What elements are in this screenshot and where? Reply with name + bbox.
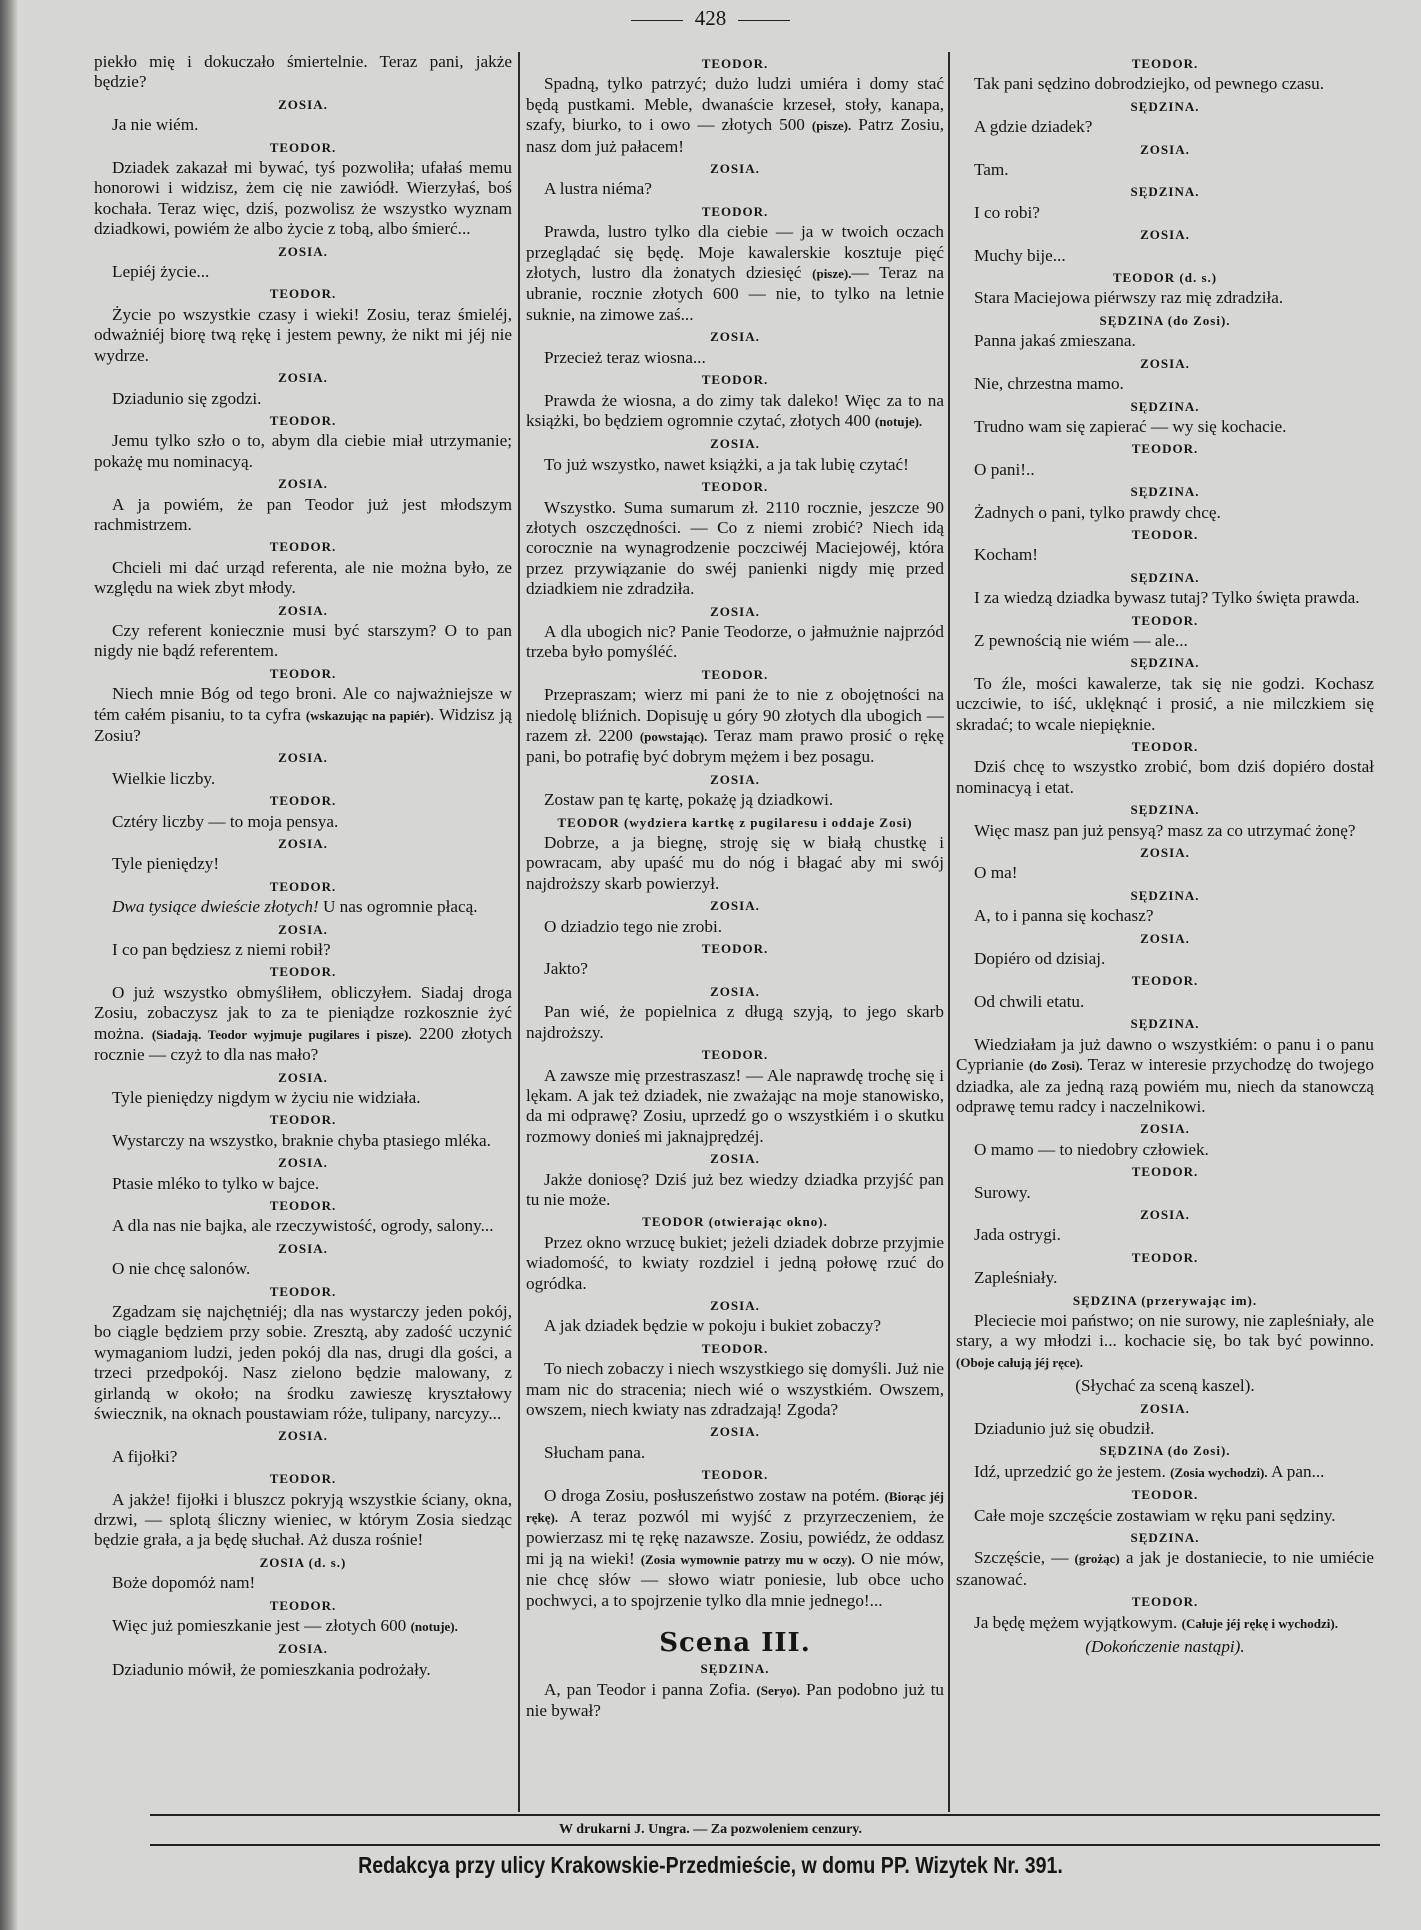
speaker-name: SĘDZINA. <box>1130 655 1200 671</box>
speaker-name: ZOSIA. <box>278 602 328 618</box>
speaker-name: TEODOR. <box>269 539 337 555</box>
dialogue-line <box>94 940 512 960</box>
text-run: Zgadzam się najchętniéj; dla nas wystarczy jeden pokój, bo ciągle będziem przy sobie. Zresztą, aby zadość uczynić wymaganiom ludzi, jeden pokój dla nas, drugi dla gości, a trzeci przedpokój. Nasz zielono będzie malowany, z girlandą w około; na środku zawieszę kryształowy świecznik, na oknach poustawiam róże, tulipany, narcyzy... <box>94 1301 512 1423</box>
speaker-name: TEODOR. <box>1131 973 1199 989</box>
text-run: O już wszystko obmyśliłem, obliczyłem. Siadaj droga Zosiu, zobaczysz jak to za te pieniądze rozkosznie żyć można. <box>94 982 512 1043</box>
dialogue-line <box>526 1233 944 1294</box>
speaker-name: TEODOR. <box>701 56 769 71</box>
dash-rule <box>738 20 790 21</box>
text-run: Pan wié, że popielnica z długą szyją, to jego skarb najdroższy. <box>526 1002 944 1042</box>
dialogue-line <box>94 305 512 366</box>
printer-note: W drukarni J. Ungra. — Za pozwoleniem cenzury. <box>558 1822 863 1837</box>
dialogue-line <box>94 1573 512 1593</box>
dialogue-line <box>956 545 1374 565</box>
speaker-name: TEODOR. <box>1131 1594 1199 1610</box>
dialogue-line <box>956 331 1374 351</box>
dialogue-line <box>526 1066 944 1148</box>
text-run: To niech zobaczy i niech wszystkiego się domyśli. Już nie mam nic do stracenia; niech wié o wszystkiém. Owszem, owszem, niech kwiaty nas zdradzają! Zgoda? <box>526 1359 944 1419</box>
text-run: Jemu tylko szło o to, abym dla ciebie miał utrzymanie; pokażę mu nominacyą. <box>94 431 512 471</box>
text-run: A jak dziadek będzie w pokoju i bukiet zobaczy? <box>544 1316 881 1336</box>
speaker-name: ZOSIA. <box>1140 1121 1190 1137</box>
text-run: Od chwili etatu. <box>974 991 1085 1011</box>
stage-direction: (notuje). <box>410 1619 458 1635</box>
text-run: A fijołki? <box>112 1446 178 1466</box>
dialogue-line <box>956 1311 1374 1373</box>
text-run: . Widzisz ją Zosiu? <box>94 704 513 745</box>
dialogue-line <box>94 812 512 832</box>
text-run: A dla nas nie bajka, ale rzeczywistość, ogrody, salony... <box>112 1216 494 1236</box>
speaker-name: TEODOR. <box>1131 1164 1199 1180</box>
speaker-name: ZOSIA. <box>710 1297 760 1313</box>
stage-direction: (pisze). <box>812 266 852 282</box>
text-run: Przecież teraz wiosna... <box>544 347 706 367</box>
speaker-name: ZOSIA. <box>278 1428 328 1444</box>
speaker-name: ZOSIA. <box>278 243 328 259</box>
speaker-name: ZOSIA. <box>278 476 328 492</box>
column-divider <box>518 52 520 1812</box>
dialogue-line <box>94 1131 512 1151</box>
speaker-name: ZOSIA. <box>710 161 760 177</box>
scene-heading: Scena III. <box>659 1628 811 1659</box>
text-run: Kocham! <box>974 545 1038 565</box>
stage-direction: (Siadają. Teodor wyjmuje pugilares i pisze). <box>151 1026 412 1042</box>
speaker-name: TEODOR. <box>1131 526 1199 542</box>
text-run: I co robi? <box>974 202 1040 222</box>
speaker-name: TEODOR. <box>701 941 769 957</box>
speaker-name: ZOSIA. <box>278 1069 328 1085</box>
speaker-name: TEODOR. <box>269 1112 337 1128</box>
speaker-name: ZOSIA. <box>710 1424 760 1440</box>
text-run: A zawsze mię przestraszasz! — Ale naprawdę trochę się i lękam. A jak też dziadek, nie zważając na moje stanowisko, da mi odprawę? Zosiu, uprzedź go o wszystkiém i o skutku rozmowy donieś mi jaknajprędzéj. <box>526 1065 944 1146</box>
dialogue-line <box>956 1462 1374 1483</box>
column-2 <box>526 52 944 1722</box>
dialogue-line <box>94 52 512 93</box>
speaker-name: SĘDZINA. <box>1130 484 1200 500</box>
dialogue-line <box>94 684 512 746</box>
dialogue-line <box>94 1259 512 1279</box>
page-number <box>0 6 1421 31</box>
text-run: Dziś chcę to wszystko zrobić, bom dziś dopiéro dostał nominacyą i etat. <box>956 757 1374 797</box>
text-run: A, pan Teodor i panna Zofia. <box>544 1679 757 1699</box>
text-run: Surowy. <box>974 1182 1031 1202</box>
speaker-name: TEODOR. <box>1131 56 1199 71</box>
stage-direction: (Zosia wymownie patrzy mu w oczy). <box>640 1551 856 1567</box>
speaker-name: TEODOR. <box>701 203 769 219</box>
text-run: Szczęście, — <box>974 1548 1075 1568</box>
editorial-address: Redakcya przy ulicy Krakowskie-Przedmieście, w domu PP. Wizytek Nr. 391. <box>358 1852 1063 1878</box>
stage-direction: (notuje). <box>874 413 923 429</box>
stage-direction: (Seryo). <box>756 1682 801 1698</box>
dialogue-line <box>94 983 512 1066</box>
speaker-name: ZOSIA. <box>1140 1400 1190 1416</box>
dialogue-line <box>526 1316 944 1336</box>
speaker-name: ZOSIA. <box>278 370 328 386</box>
dialogue-line <box>94 1302 512 1424</box>
text-run: Dopiéro od dzisiaj. <box>974 949 1106 969</box>
speaker-name: ZOSIA. <box>710 1151 760 1167</box>
speaker-name: ZOSIA. <box>1140 141 1190 157</box>
text-run: Tyle pieniędzy! <box>112 854 220 874</box>
text-run: U nas ogromnie płacą. <box>318 897 478 917</box>
dialogue-line <box>94 389 512 409</box>
text-run: O mamo — to niedobry człowiek. <box>974 1139 1209 1159</box>
speaker-name: ZOSIA. <box>278 1155 328 1171</box>
text-run: Jakto? <box>544 959 588 979</box>
text-run: Z pewnością nie wiém — ale... <box>974 630 1188 650</box>
text-run: O pani!.. <box>974 459 1035 479</box>
speaker-name: ZOSIA. <box>1140 227 1190 243</box>
dialogue-line <box>956 949 1374 969</box>
speaker-name: ZOSIA. <box>278 836 328 852</box>
dialogue-line <box>956 863 1374 883</box>
dialogue-line <box>94 854 512 874</box>
dialogue-line <box>956 1506 1374 1526</box>
stage-direction: (Słychać za sceną kaszel). <box>1075 1376 1255 1396</box>
speaker-name: TEODOR. <box>269 1597 337 1613</box>
text-run: — Teraz na ubranie, rocznie złotych 600 — nie, to tylko na letnie suknie, na zimowe zaś... <box>526 263 944 324</box>
dialogue-line <box>94 897 512 917</box>
column-divider <box>948 52 950 1812</box>
speaker-name: TEODOR. <box>269 1197 337 1213</box>
text-run: Tyle pieniędzy nigdym w życiu nie widziała. <box>112 1087 421 1107</box>
dialogue-line <box>526 74 944 157</box>
dialogue-line <box>526 348 944 368</box>
speaker-name: ZOSIA. <box>278 1240 328 1256</box>
text-run: Ptasie mléko to tylko w bajce. <box>112 1173 320 1193</box>
speaker-name: TEODOR. <box>701 1467 769 1483</box>
column-3 <box>956 52 1374 1657</box>
text-run: a jak je dostaniecie, to nie umiécie szanować. <box>956 1548 1375 1589</box>
speaker-name: TEODOR. <box>269 665 337 681</box>
text-run: To źle, mości kawalerze, tak się nie godzi. Kochasz uczciwie, to iść, uklęknąć i prosić, a nie milczkiem się skradać; to wcale niepięknie. <box>956 673 1374 734</box>
dialogue-line <box>956 1035 1374 1118</box>
text-run: Prawda że wiosna, a do zimy tak daleko! Więc za to na książki, bo będziem ogromnie czytać, złotych 400 <box>526 390 944 430</box>
speaker-name: TEODOR. <box>701 666 769 682</box>
speaker-name: TEODOR. <box>701 372 769 388</box>
text-run: Dziadunio mówił, że pomieszkania podrożały. <box>112 1659 431 1679</box>
speaker-name: SĘDZINA. <box>1130 802 1200 818</box>
dialogue-line <box>526 622 944 663</box>
dialogue-line <box>956 1613 1374 1634</box>
speaker-name: TEODOR. <box>269 964 337 980</box>
speaker-name: SĘDZINA (przerywając im). <box>1072 1292 1258 1308</box>
text-run: O nie mów, nie chcę słów — słowo wiatr poniesie, lub obce ucho pochwyci, a to spojrzenie tylko dla mnie jednego!... <box>526 1548 944 1610</box>
dialogue-line <box>94 558 512 599</box>
dialogue-line <box>956 117 1374 137</box>
dialogue-line <box>956 288 1374 308</box>
dialogue-line <box>94 1616 512 1637</box>
dash-rule <box>631 20 683 21</box>
dialogue-line <box>526 833 944 894</box>
dialogue-line <box>526 1002 944 1043</box>
text-run: Przez okno wrzucę bukiet; jeżeli dziadek dobrze przyjmie wiadomość, to kwiaty rozdziel i jedną połowę rzuć do ogródka. <box>526 1232 944 1293</box>
dialogue-line <box>94 1174 512 1194</box>
text-run: A, to i panna się kochasz? <box>974 906 1154 926</box>
text-run: Zostaw pan tę kartę, pokażę ją dziadkowi. <box>544 790 834 810</box>
speaker-name: ZOSIA. <box>710 436 760 452</box>
text-run: A pan... <box>1267 1461 1325 1481</box>
stage-direction: (Oboje całują jéj ręce). <box>956 1354 1084 1370</box>
text-run: Więc masz pan już pensyą? masz za co utrzymać żonę? <box>974 820 1356 840</box>
speaker-name: TEODOR. <box>269 1283 337 1299</box>
speaker-name: TEODOR. <box>1131 1487 1199 1503</box>
stage-direction: (Zosia wychodzi). <box>1170 1464 1268 1480</box>
text-run: Lepiéj życie... <box>112 262 210 282</box>
speaker-name: ZOSIA. <box>278 750 328 766</box>
dialogue-line <box>94 431 512 472</box>
dialogue-line <box>526 1486 944 1611</box>
speaker-name: ZOSIA. <box>1140 930 1190 946</box>
dialogue-line <box>526 498 944 600</box>
text-run: Pan podobno już tu nie bywał? <box>526 1679 944 1721</box>
speaker-name: TEODOR. <box>269 286 337 302</box>
text-run: Więc już pomieszkanie jest — złotych 600 <box>112 1616 411 1636</box>
speaker-name: TEODOR (otwierając okno). <box>642 1214 828 1230</box>
stage-direction: (wskazując na papiér) <box>305 707 430 723</box>
dialogue-line <box>956 992 1374 1012</box>
footer-rule-bottom <box>150 1844 1380 1846</box>
speaker-name: ZOSIA. <box>1140 1206 1190 1222</box>
dialogue-line <box>94 1447 512 1467</box>
speaker-name: TEODOR (d. s.) <box>1112 270 1218 286</box>
dialogue-line <box>94 1490 512 1551</box>
dialogue-line <box>94 1660 512 1680</box>
speaker-name: ZOSIA. <box>710 983 760 999</box>
stage-direction: (pisze). <box>811 118 852 134</box>
dialogue-line <box>956 1225 1374 1245</box>
text-run: A teraz pozwól mi wyjść z przyrzeczeniem, że powierzasz mi tę rękę nazawsze. Zosiu, powiédz, że oddasz mi ją na wieki! <box>526 1507 944 1568</box>
dialogue-line <box>526 455 944 475</box>
speaker-name: SĘDZINA. <box>1130 1016 1200 1032</box>
text-run: I co pan będziesz z niemi robił? <box>112 940 331 960</box>
dialogue-line <box>526 790 944 810</box>
text-run: Boże dopomóż nam! <box>112 1573 256 1593</box>
text-run: Pleciecie moi państwo; on nie surowy, nie zapleśniały, ale stary, a wy młodzi i... kochacie się, bo tak być powinno. <box>956 1310 1374 1351</box>
speaker-name: TEODOR. <box>1131 612 1199 628</box>
speaker-name: ZOSIA (d. s.) <box>259 1554 347 1570</box>
text-run: Chcieli mi dać urząd referenta, ale nie można było, ze względu na wiek zbyt młody. <box>94 557 512 598</box>
speaker-name: ZOSIA. <box>278 96 328 112</box>
text-run: Przepraszam; wierz mi pani że to nie z obojętności na niedolę bliźnich. Dopisuję u góry 90 złotych dla ubogich — razem zł. 2200 <box>526 685 944 745</box>
text-run: Dobrze, a ja biegnę, stroję się w białą chustkę i powracam, aby upaść mu do nóg i błagać aby mi swój najdroższy skarb powierzył. <box>526 833 944 893</box>
text-run: Wszystko. Suma sumarum zł. 2110 rocznie, jeszcze 90 złotych oszczędności. — Co z niemi zrobić? Niech idą corocznie na wynagrodzenie poczciwéj Maciejowéj, która przez przywiązanie do swéj panienki nigdy mię przed dziadkiem nie zdradziła. <box>526 497 944 599</box>
stage-direction: (do Zosi). <box>1029 1058 1083 1074</box>
dialogue-line <box>956 821 1374 841</box>
text-run: Jada ostrygi. <box>974 1225 1061 1245</box>
speaker-name: SĘDZINA. <box>700 1661 770 1677</box>
emphasis-text: Dwa tysiące dwieście złotych! <box>112 897 319 917</box>
dialogue-line <box>956 1140 1374 1160</box>
stage-direction: (Biorąc jéj rękę). <box>526 1488 944 1526</box>
dialogue-line <box>956 74 1374 94</box>
text-run: A lustra niéma? <box>544 179 652 199</box>
speaker-name: TEODOR. <box>1131 739 1199 754</box>
dialogue-line <box>94 495 512 536</box>
dialogue-line <box>526 959 944 979</box>
text-run: Tak pani sędzino dobrodziejko, od pewnego czasu. <box>974 74 1325 94</box>
text-run: Prawda, lustro tylko dla ciebie — ja w twoich oczach przeglądać się będę. Moje kawalerskie kosztuje pięć złotych, lustro dla żonatych dziesięć <box>526 222 944 283</box>
scan-edge <box>0 0 18 1930</box>
speaker-name: TEODOR. <box>269 878 337 894</box>
dialogue-line <box>526 1443 944 1463</box>
text-run: Wielkie liczby. <box>112 768 216 788</box>
stage-direction: (grożąc) <box>1074 1551 1120 1567</box>
speaker-name: ZOSIA. <box>710 898 760 914</box>
text-run: Czy referent koniecznie musi być starszym? O to pan nigdy nie bądź referentem. <box>94 620 512 661</box>
text-run: Całe moje szczęście zostawiam w ręku pani sędziny. <box>974 1505 1336 1525</box>
speaker-name: TEODOR. <box>701 479 769 495</box>
speaker-name: TEODOR. <box>701 1047 769 1063</box>
text-run: Ja będę mężem wyjątkowym. <box>974 1612 1182 1632</box>
dialogue-line <box>526 1680 944 1722</box>
speaker-name: ZOSIA. <box>710 329 760 345</box>
text-run: Słucham pana. <box>544 1442 646 1462</box>
text-run: Jakże doniosę? Dziś już bez wiedzy dziadka przyjść pan tu nie może. <box>526 1169 944 1209</box>
speaker-name: SĘDZINA. <box>1130 398 1200 414</box>
speaker-name: TEODOR. <box>1131 441 1199 457</box>
speaker-name: SĘDZINA (do Zosi). <box>1099 312 1231 328</box>
dialogue-line <box>526 179 944 199</box>
page-number-text: 428 <box>694 6 727 30</box>
dialogue-line <box>956 460 1374 480</box>
text-run: Panna jakaś zmieszana. <box>974 331 1136 351</box>
text-run: Tam. <box>974 160 1009 180</box>
stage-direction: (Dokończenie nastąpi). <box>1085 1637 1245 1657</box>
text-run: I za wiedzą dziadka bywasz tutaj? Tylko święta prawda. <box>974 588 1360 608</box>
text-run: Idź, uprzedzić go że jestem. <box>974 1461 1171 1481</box>
text-run: Wystarczy na wszystko, braknie chyba ptasiego mléka. <box>112 1130 491 1150</box>
dialogue-line <box>526 1170 944 1211</box>
text-run: O ma! <box>974 863 1018 883</box>
text-run: A gdzie dziadek? <box>974 117 1093 137</box>
text-run: piekło mię i dokuczało śmiertelnie. Teraz pani, jakże będzie? <box>94 52 512 92</box>
text-run: A dla ubogich nic? Panie Teodorze, o jałmużnie najprzód trzeba było pomyśléć. <box>526 621 944 662</box>
dialogue-line <box>956 503 1374 523</box>
dialogue-line <box>526 222 944 325</box>
text-run: Nie, chrzestna mamo. <box>974 374 1124 394</box>
speaker-name: TEODOR. <box>269 412 337 428</box>
dialogue-line <box>956 631 1374 651</box>
dialogue-line <box>956 417 1374 437</box>
text-run: Teraz w interesie przychodzę do twojego dziadka, ale za jedną razą powiém mu, niech da stanowczą odprawę temu radcy i naczelnikowi. <box>956 1055 1374 1116</box>
text-run: O droga Zosiu, posłuszeństwo zostaw na potém. <box>544 1485 885 1505</box>
text-run: 2200 złotych rocznie — czyż to dla nas mało? <box>94 1023 512 1065</box>
speaker-name: TEODOR. <box>269 139 337 155</box>
text-run: Dziadek zakazał mi bywać, tyś pozwoliła; ufałaś memu honorowi i widzisz, żem cię nie zawiódł. Wierzyłaś, boś kochała. Teraz więc, dziś, pozwolisz że wszystko wyznam dziadkowi, powiém że albo życie z tobą, albo śmierć... <box>94 158 512 239</box>
stage-direction: (Całuje jéj rękę i wychodzi). <box>1181 1615 1338 1631</box>
dialogue-line <box>956 757 1374 798</box>
dialogue-line <box>956 1419 1374 1439</box>
dialogue-line <box>956 1548 1374 1590</box>
speaker-name: TEODOR. <box>269 1471 337 1487</box>
speaker-name: TEODOR (wydziera kartkę z pugilaresu i oddaje Zosi) <box>557 814 913 830</box>
text-run: O nie chcę salonów. <box>112 1259 251 1279</box>
dialogue-line <box>956 906 1374 926</box>
text-run: Zapleśniały. <box>974 1268 1058 1288</box>
text-run: Teraz mam prawo prosić o rękę pani, bo potrafię być dobrym mężem i bez posagu. <box>526 726 944 767</box>
speaker-name: ZOSIA. <box>1140 355 1190 371</box>
speaker-name: SĘDZINA. <box>1130 569 1200 585</box>
speaker-name: ZOSIA. <box>278 921 328 937</box>
dialogue-line <box>526 685 944 768</box>
speaker-name: TEODOR. <box>701 1340 769 1356</box>
speaker-name: ZOSIA. <box>710 603 760 619</box>
column-1 <box>94 52 512 1680</box>
speaker-name: SĘDZINA. <box>1130 184 1200 200</box>
text-run: Dziadunio już się obudził. <box>974 1419 1155 1438</box>
dialogue-line <box>526 917 944 937</box>
text-run: Patrz Zosiu, nasz dom już pałacem! <box>526 115 945 156</box>
text-run: Żadnych o pani, tylko prawdy chcę. <box>974 502 1221 522</box>
dialogue-line <box>956 374 1374 394</box>
dialogue-line <box>956 203 1374 223</box>
dialogue-line <box>956 246 1374 266</box>
text-run: Cztéry liczby — to moja pensya. <box>112 811 339 831</box>
dialogue-line <box>94 1216 512 1236</box>
dialogue-line <box>94 1088 512 1108</box>
text-run: O dziadzio tego nie zrobi. <box>544 916 723 936</box>
text-run: Dziadunio się zgodzi. <box>112 388 262 408</box>
speaker-name: TEODOR. <box>1131 1249 1199 1265</box>
text-run: A ja powiém, że pan Teodor już jest młodszym rachmistrzem. <box>94 494 512 534</box>
text-run: Trudno wam się zapierać — wy się kochacie. <box>974 416 1287 436</box>
footer-rule-top <box>150 1814 1380 1816</box>
dialogue-line <box>94 769 512 789</box>
dialogue-line <box>94 621 512 662</box>
stage-direction: (powstając). <box>639 729 708 744</box>
dialogue-line <box>956 674 1374 735</box>
text-run: Spadną, tylko patrzyć; dużo ludzi umiéra i domy stać będą pustkami. Meble, dwanaście krzeseł, stoły, kanapa, szafy, biurko, to i owo — złotych 500 <box>526 74 944 135</box>
speaker-name: SĘDZINA (do Zosi). <box>1099 1443 1231 1459</box>
dialogue-line <box>956 588 1374 608</box>
dialogue-line <box>956 1183 1374 1203</box>
speaker-name: ZOSIA. <box>1140 845 1190 861</box>
dialogue-line <box>94 158 512 240</box>
dialogue-line <box>956 160 1374 180</box>
speaker-name: SĘDZINA. <box>1130 887 1200 903</box>
text-run: Muchy bije... <box>974 245 1066 265</box>
text-run: Niech mnie Bóg od tego broni. Ale co najważniejsze w tém całém pisaniu, to ta cyfra <box>94 684 512 724</box>
dialogue-line <box>956 1268 1374 1288</box>
speaker-name: ZOSIA. <box>710 771 760 787</box>
dialogue-line <box>526 391 944 433</box>
speaker-name: ZOSIA. <box>278 1641 328 1657</box>
speaker-name: SĘDZINA. <box>1130 98 1200 114</box>
speaker-name: SĘDZINA. <box>1130 1530 1200 1546</box>
text-run: A jakże! fijołki i bluszcz pokryją wszystkie ściany, okna, drzwi, — splotą śliczny wieniec, w którym Zosia siedząc będzie grała, a ja będę słuchał. Aż dusza rośnie! <box>94 1489 512 1550</box>
text-run: To już wszystko, nawet książki, a ja tak lubię czytać! <box>544 454 909 474</box>
text-run: Stara Maciejowa piérwszy raz mię zdradziła. <box>974 288 1284 308</box>
dialogue-line <box>94 262 512 282</box>
dialogue-line <box>526 1359 944 1420</box>
text-run: Ja nie wiém. <box>112 115 199 135</box>
dialogue-line <box>94 115 512 135</box>
speaker-name: TEODOR. <box>269 793 337 809</box>
text-run: Wiedziałam ja już dawno o wszystkiém: o panu i o panu Cyprianie <box>956 1034 1374 1075</box>
text-run: Życie po wszystkie czasy i wieki! Zosiu, teraz śmieléj, odważniéj biorę twą rękę i jestem pewny, że nikt mi jéj nie wydrze. <box>94 304 512 365</box>
